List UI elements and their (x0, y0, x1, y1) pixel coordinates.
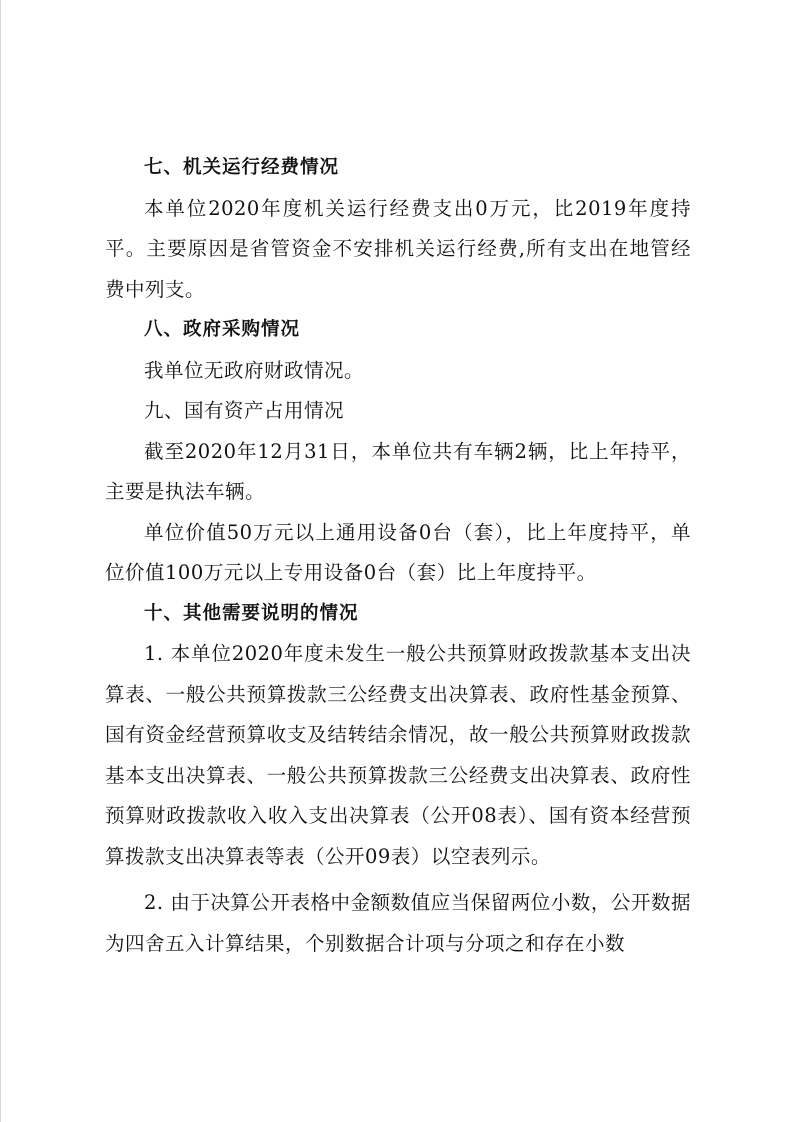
section-item-ten-one: 1. 本单位2020年度未发生一般公共预算财政拨款基本支出决算表、一般公共预算拨款三公经费支出决算表、政府性基金预算、国有资金经营预算收支及结转结余情况，故一般公共预算财政拨款基本支出决算表、一般公共预算拨款三公经费支出决算表、政府性预算财政拨款收入收入支出决算表（公开08表）、国有资本经营预算拨款支出决算表等表（公开09表）以空表列示。 (105, 642, 691, 868)
section-item-ten-two: 2. 由于决算公开表格中金额数值应当保留两位小数，公开数据为四舍五入计算结果，个别数据合计项与分项之和存在小数 (105, 891, 691, 955)
section-paragraph-seven: 本单位2020年度机关运行经费支出0万元，比2019年度持平。主要原因是省管资金不安排机关运行经费,所有支出在地管经费中列支。 (105, 196, 691, 301)
section-heading-nine: 九、国有资产占用情况 (144, 399, 345, 422)
section-paragraph-nine-vehicles: 截至2020年12月31日，本单位共有车辆2辆，比上年持平，主要是执法车辆。 (105, 439, 691, 503)
section-heading-ten: 十、其他需要说明的情况 (144, 602, 359, 624)
section-paragraph-eight: 我单位无政府财政情况。 (144, 358, 365, 382)
section-heading-seven: 七、机关运行经费情况 (144, 157, 340, 178)
section-heading-eight: 八、政府采购情况 (144, 319, 301, 340)
document-content (105, 148, 691, 964)
section-paragraph-nine-equipment: 单位价值50万元以上通用设备0台（套），比上年度持平，单位价值100万元以上专用设备0台（套）比上年度持平。 (105, 520, 691, 584)
